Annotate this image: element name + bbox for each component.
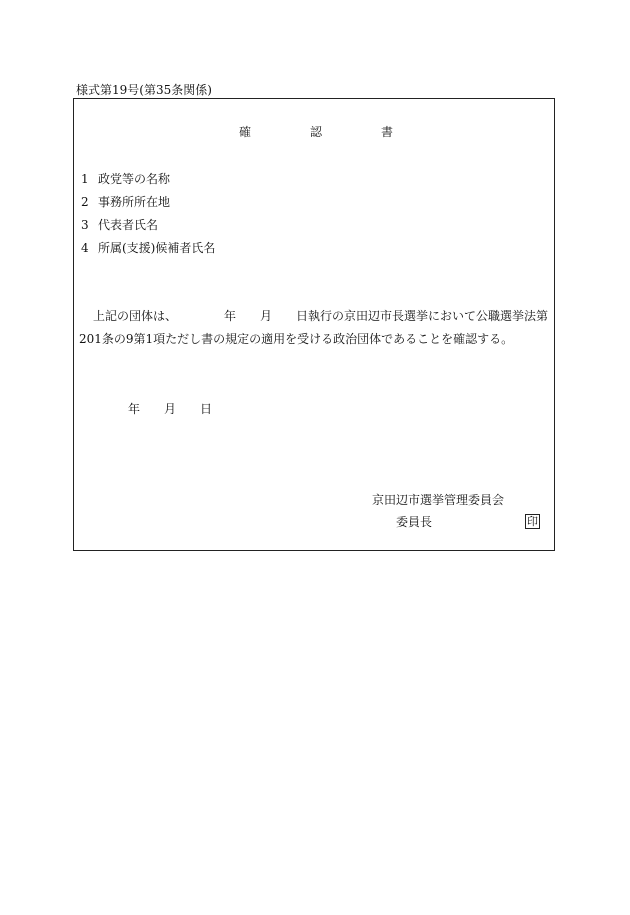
title-char-3: 書 <box>381 125 394 139</box>
title-char-2: 認 <box>310 125 323 139</box>
election-committee-name: 京田辺市選挙管理委員会 <box>372 493 505 507</box>
statement-intro: 上記の団体は、 <box>93 309 178 323</box>
statement-line1-rest: 日執行の京田辺市長選挙において公職選挙法第 <box>296 309 549 323</box>
item-number-4: 4 <box>81 241 89 255</box>
seal-mark: 印 <box>527 515 538 528</box>
title-char-1: 確 <box>239 125 252 139</box>
statement-month: 月 <box>260 309 273 323</box>
date-day: 日 <box>200 402 213 416</box>
date-year: 年 <box>128 402 141 416</box>
chairperson-label: 委員長 <box>396 515 433 529</box>
confirmation-form <box>73 98 555 551</box>
item-label-office-address: 事務所所在地 <box>98 195 171 209</box>
item-label-representative: 代表者氏名 <box>98 218 159 232</box>
item-number-3: 3 <box>81 218 89 232</box>
item-label-party-name: 政党等の名称 <box>98 172 171 186</box>
form-number: 様式第19号(第35条関係) <box>76 83 212 97</box>
item-number-2: 2 <box>81 195 89 209</box>
item-number-1: 1 <box>81 172 89 186</box>
item-label-candidate-names: 所属(支援)候補者氏名 <box>98 241 216 255</box>
statement-year: 年 <box>224 309 237 323</box>
date-month: 月 <box>164 402 177 416</box>
statement-line2: 201条の9第1項ただし書の規定の適用を受ける政治団体であることを確認する。 <box>79 332 514 346</box>
